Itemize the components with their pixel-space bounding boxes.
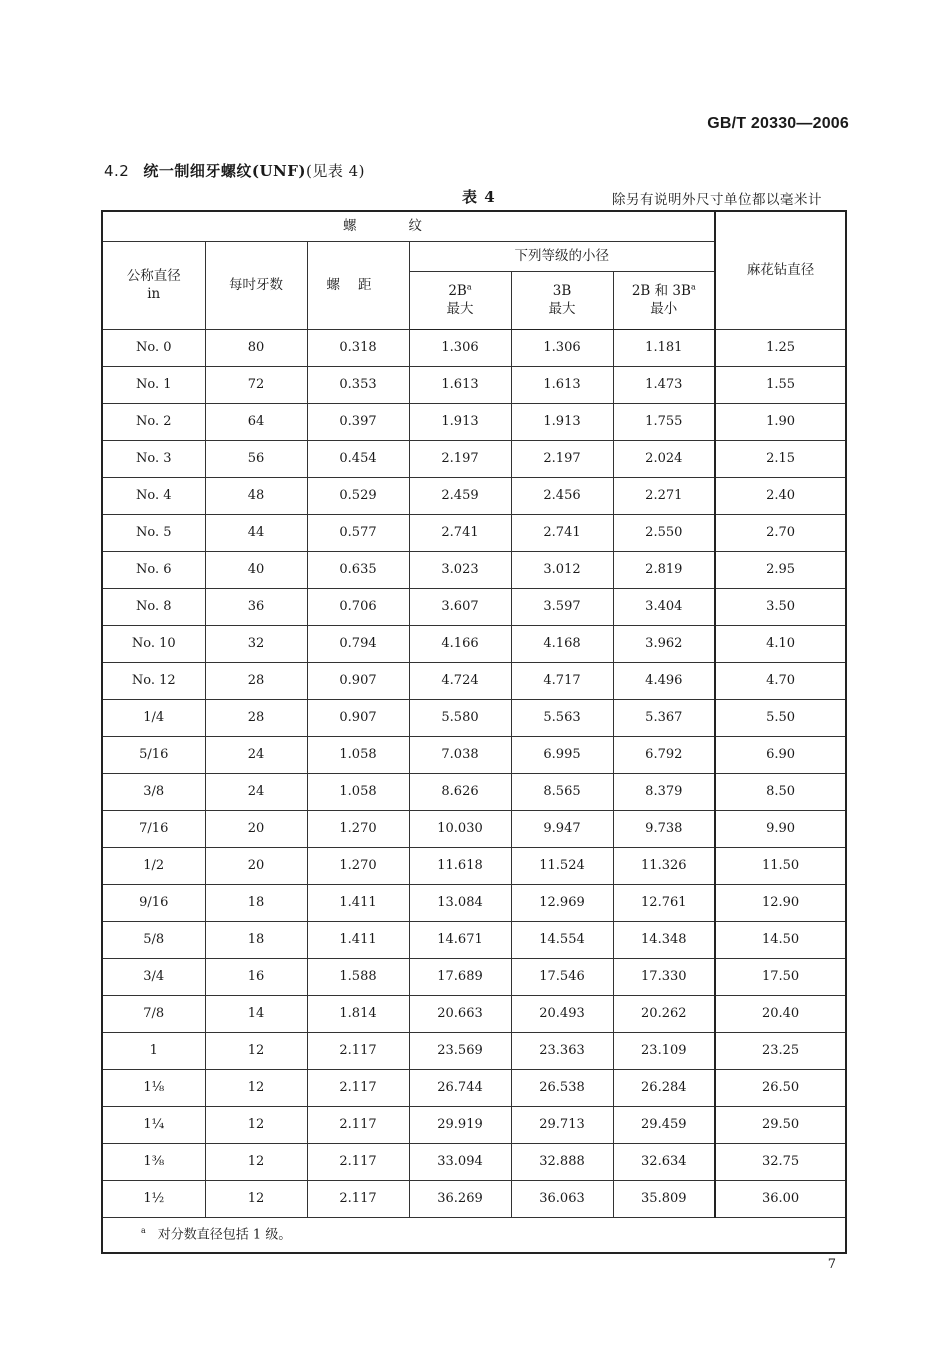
cell-min: 2.819 [613,551,715,588]
cell-drill-diameter: 5.50 [715,699,846,736]
cell-drill-diameter: 20.40 [715,995,846,1032]
cell-3b-max: 1.613 [511,366,613,403]
cell-drill-diameter: 4.10 [715,625,846,662]
cell-nominal-diameter: 1¼ [102,1106,205,1143]
cell-2b-max: 20.663 [409,995,511,1032]
cell-2b-max: 1.613 [409,366,511,403]
header-3b-max: 3B 最大 [511,271,613,329]
table-row [102,662,846,699]
unit-note: 除另有说明外尺寸单位都以毫米计 [612,192,822,208]
header-drill-diameter: 麻花钻直径 [715,211,846,329]
cell-threads-per-inch: 12 [205,1032,307,1069]
table-row [102,514,846,551]
cell-min: 1.755 [613,403,715,440]
cell-nominal-diameter: 1⅜ [102,1143,205,1180]
cell-3b-max: 2.741 [511,514,613,551]
cell-threads-per-inch: 24 [205,736,307,773]
cell-pitch: 0.907 [307,662,409,699]
section-title-ref: (见表 4) [306,162,366,180]
cell-nominal-diameter: No. 12 [102,662,205,699]
cell-drill-diameter: 32.75 [715,1143,846,1180]
cell-pitch: 0.794 [307,625,409,662]
section-heading [104,160,365,181]
cell-3b-max: 36.063 [511,1180,613,1217]
cell-pitch: 1.814 [307,995,409,1032]
cell-pitch: 1.058 [307,773,409,810]
cell-3b-max: 3.012 [511,551,613,588]
cell-2b-max: 10.030 [409,810,511,847]
cell-min: 1.473 [613,366,715,403]
cell-2b-max: 7.038 [409,736,511,773]
cell-threads-per-inch: 40 [205,551,307,588]
cell-3b-max: 14.554 [511,921,613,958]
table-row [102,810,846,847]
header-2b-max: $2B^a$ 最大 [409,271,511,329]
cell-threads-per-inch: 12 [205,1106,307,1143]
cell-threads-per-inch: 80 [205,329,307,366]
cell-2b-max: 26.744 [409,1069,511,1106]
cell-min: 1.181 [613,329,715,366]
table-row [102,1032,846,1069]
cell-min: 17.330 [613,958,715,995]
cell-pitch: 2.117 [307,1180,409,1217]
cell-3b-max: 3.597 [511,588,613,625]
cell-min: 6.792 [613,736,715,773]
cell-3b-max: 23.363 [511,1032,613,1069]
cell-nominal-diameter: 3/8 [102,773,205,810]
cell-drill-diameter: 2.95 [715,551,846,588]
header-2b-3b-min: 2B 和 $3B^a$ 最小 [613,271,715,329]
cell-pitch: 1.588 [307,958,409,995]
cell-min: 32.634 [613,1143,715,1180]
table-row [102,958,846,995]
cell-2b-max: 36.269 [409,1180,511,1217]
cell-pitch: 0.706 [307,588,409,625]
cell-2b-max: 11.618 [409,847,511,884]
cell-min: 20.262 [613,995,715,1032]
cell-pitch: 1.270 [307,847,409,884]
cell-nominal-diameter: 3/4 [102,958,205,995]
cell-pitch: 1.411 [307,921,409,958]
cell-drill-diameter: 2.40 [715,477,846,514]
thread-table [101,210,847,1254]
table-row [102,588,846,625]
cell-min: 5.367 [613,699,715,736]
table-row [102,847,846,884]
cell-threads-per-inch: 28 [205,699,307,736]
cell-pitch: 0.454 [307,440,409,477]
cell-min: 29.459 [613,1106,715,1143]
cell-drill-diameter: 12.90 [715,884,846,921]
table-row [102,1180,846,1217]
cell-3b-max: 32.888 [511,1143,613,1180]
cell-drill-diameter: 14.50 [715,921,846,958]
cell-nominal-diameter: No. 4 [102,477,205,514]
cell-pitch: 2.117 [307,1032,409,1069]
cell-nominal-diameter: No. 3 [102,440,205,477]
table-row [102,995,846,1032]
cell-pitch: 0.907 [307,699,409,736]
cell-threads-per-inch: 20 [205,810,307,847]
cell-threads-per-inch: 56 [205,440,307,477]
cell-pitch: 1.270 [307,810,409,847]
cell-3b-max: 8.565 [511,773,613,810]
cell-drill-diameter: 17.50 [715,958,846,995]
cell-nominal-diameter: 1/2 [102,847,205,884]
cell-3b-max: 1.306 [511,329,613,366]
cell-2b-max: 29.919 [409,1106,511,1143]
cell-threads-per-inch: 28 [205,662,307,699]
cell-2b-max: 2.197 [409,440,511,477]
footnote-text: 对分数直径包括 1 级。 [157,1226,292,1242]
cell-drill-diameter: 23.25 [715,1032,846,1069]
cell-min: 2.271 [613,477,715,514]
cell-3b-max: 17.546 [511,958,613,995]
cell-2b-max: 3.023 [409,551,511,588]
cell-pitch: 0.353 [307,366,409,403]
table-row [102,1106,846,1143]
cell-threads-per-inch: 12 [205,1069,307,1106]
cell-nominal-diameter: 7/8 [102,995,205,1032]
cell-pitch: 0.635 [307,551,409,588]
table-row [102,477,846,514]
cell-nominal-diameter: 5/8 [102,921,205,958]
cell-threads-per-inch: 16 [205,958,307,995]
cell-drill-diameter: 11.50 [715,847,846,884]
cell-2b-max: 2.459 [409,477,511,514]
cell-2b-max: 3.607 [409,588,511,625]
cell-nominal-diameter: 9/16 [102,884,205,921]
cell-pitch: 2.117 [307,1143,409,1180]
cell-3b-max: 11.524 [511,847,613,884]
cell-min: 35.809 [613,1180,715,1217]
cell-drill-diameter: 29.50 [715,1106,846,1143]
cell-2b-max: 17.689 [409,958,511,995]
cell-2b-max: 23.569 [409,1032,511,1069]
cell-nominal-diameter: 7/16 [102,810,205,847]
cell-nominal-diameter: No. 5 [102,514,205,551]
table-row [102,773,846,810]
cell-nominal-diameter: 1/4 [102,699,205,736]
table-row [102,736,846,773]
cell-drill-diameter: 1.55 [715,366,846,403]
cell-nominal-diameter: No. 10 [102,625,205,662]
table-row [102,699,846,736]
cell-pitch: 1.411 [307,884,409,921]
cell-drill-diameter: 2.70 [715,514,846,551]
cell-min: 26.284 [613,1069,715,1106]
header-nominal-diameter: 公称直径 in [102,241,205,329]
cell-threads-per-inch: 64 [205,403,307,440]
cell-min: 9.738 [613,810,715,847]
table-row [102,884,846,921]
cell-drill-diameter: 2.15 [715,440,846,477]
cell-3b-max: 20.493 [511,995,613,1032]
standard-code: GB/T 20330—2006 [707,115,849,132]
cell-3b-max: 9.947 [511,810,613,847]
cell-3b-max: 26.538 [511,1069,613,1106]
cell-min: 2.024 [613,440,715,477]
thread-table-body [102,329,846,1217]
cell-min: 3.404 [613,588,715,625]
header-threads-per-inch: 每吋牙数 [205,241,307,329]
cell-pitch: 0.577 [307,514,409,551]
cell-3b-max: 2.456 [511,477,613,514]
table-row [102,366,846,403]
cell-min: 3.962 [613,625,715,662]
cell-3b-max: 6.995 [511,736,613,773]
cell-drill-diameter: 36.00 [715,1180,846,1217]
header-thread: 螺纹 [102,211,715,241]
cell-nominal-diameter: No. 8 [102,588,205,625]
cell-pitch: 0.318 [307,329,409,366]
cell-2b-max: 4.166 [409,625,511,662]
cell-threads-per-inch: 12 [205,1180,307,1217]
cell-min: 4.496 [613,662,715,699]
section-title: 统一制细牙螺纹(UNF) [143,162,306,180]
section-number: 4.2 [104,162,130,180]
cell-nominal-diameter: No. 6 [102,551,205,588]
cell-drill-diameter: 6.90 [715,736,846,773]
cell-drill-diameter: 1.25 [715,329,846,366]
cell-threads-per-inch: 32 [205,625,307,662]
cell-pitch: 1.058 [307,736,409,773]
cell-3b-max: 5.563 [511,699,613,736]
table-row [102,440,846,477]
cell-drill-diameter: 3.50 [715,588,846,625]
cell-pitch: 0.397 [307,403,409,440]
footnote-marker: a [141,1225,146,1235]
cell-pitch: 2.117 [307,1106,409,1143]
cell-pitch: 0.529 [307,477,409,514]
cell-threads-per-inch: 18 [205,884,307,921]
cell-threads-per-inch: 24 [205,773,307,810]
cell-nominal-diameter: 5/16 [102,736,205,773]
cell-threads-per-inch: 36 [205,588,307,625]
page-number: 7 [827,1257,836,1272]
cell-2b-max: 1.913 [409,403,511,440]
cell-nominal-diameter: No. 1 [102,366,205,403]
table-row [102,625,846,662]
cell-min: 14.348 [613,921,715,958]
cell-nominal-diameter: 1⅛ [102,1069,205,1106]
cell-2b-max: 5.580 [409,699,511,736]
cell-3b-max: 4.168 [511,625,613,662]
cell-drill-diameter: 4.70 [715,662,846,699]
cell-threads-per-inch: 44 [205,514,307,551]
cell-2b-max: 2.741 [409,514,511,551]
cell-nominal-diameter: 1½ [102,1180,205,1217]
cell-threads-per-inch: 14 [205,995,307,1032]
table-row [102,921,846,958]
cell-threads-per-inch: 48 [205,477,307,514]
cell-nominal-diameter: No. 2 [102,403,205,440]
cell-threads-per-inch: 72 [205,366,307,403]
cell-2b-max: 8.626 [409,773,511,810]
cell-min: 2.550 [613,514,715,551]
table-row [102,1143,846,1180]
header-minor-diameter: 下列等级的小径 [409,241,715,271]
table-row [102,329,846,366]
cell-nominal-diameter: 1 [102,1032,205,1069]
cell-3b-max: 29.713 [511,1106,613,1143]
cell-3b-max: 12.969 [511,884,613,921]
cell-min: 11.326 [613,847,715,884]
cell-2b-max: 13.084 [409,884,511,921]
cell-min: 23.109 [613,1032,715,1069]
cell-3b-max: 4.717 [511,662,613,699]
cell-threads-per-inch: 20 [205,847,307,884]
cell-pitch: 2.117 [307,1069,409,1106]
table-caption: 表 4 [462,188,496,206]
cell-drill-diameter: 8.50 [715,773,846,810]
table-row [102,403,846,440]
cell-2b-max: 14.671 [409,921,511,958]
cell-min: 12.761 [613,884,715,921]
cell-drill-diameter: 1.90 [715,403,846,440]
cell-nominal-diameter: No. 0 [102,329,205,366]
cell-min: 8.379 [613,773,715,810]
table-row [102,1069,846,1106]
cell-threads-per-inch: 12 [205,1143,307,1180]
cell-3b-max: 1.913 [511,403,613,440]
cell-threads-per-inch: 18 [205,921,307,958]
cell-2b-max: 1.306 [409,329,511,366]
cell-2b-max: 4.724 [409,662,511,699]
cell-drill-diameter: 9.90 [715,810,846,847]
table-footnote [102,1217,846,1253]
table-row [102,551,846,588]
header-pitch: 螺距 [307,241,409,329]
cell-3b-max: 2.197 [511,440,613,477]
cell-2b-max: 33.094 [409,1143,511,1180]
cell-drill-diameter: 26.50 [715,1069,846,1106]
